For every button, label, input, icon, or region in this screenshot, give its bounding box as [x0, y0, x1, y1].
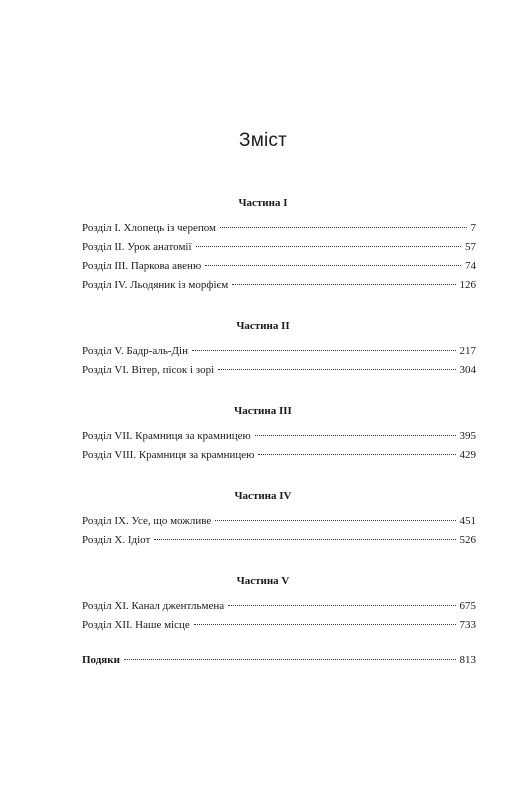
chapter-title: Розділ IX. Усе, що можливе: [82, 515, 212, 527]
page-number: 733: [459, 619, 476, 631]
page-number: 813: [459, 654, 476, 666]
part-heading: Частина V: [236, 575, 290, 587]
chapter-title: Розділ XI. Канал джентльмена: [82, 600, 225, 612]
chapter-title: Розділ VII. Крамниця за крамницею: [82, 430, 251, 442]
page-number: 126: [459, 279, 476, 291]
dot-leader: [196, 245, 461, 247]
dot-leader: [154, 538, 455, 540]
dot-leader: [255, 434, 456, 436]
page-number: 74: [465, 260, 476, 272]
page-title: Зміст: [239, 130, 287, 151]
toc-entry[interactable]: [82, 240, 476, 254]
toc-entry[interactable]: [82, 599, 476, 613]
toc-entry-acknowledgments[interactable]: [82, 653, 476, 667]
toc-entry[interactable]: [82, 363, 476, 377]
page-number: 57: [465, 241, 476, 253]
dot-leader: [194, 623, 456, 625]
acknowledgments-title: Подяки: [82, 654, 120, 666]
dot-leader: [192, 349, 456, 351]
toc-entry[interactable]: [82, 221, 476, 235]
part-heading: Частина IV: [234, 490, 292, 502]
toc-entry[interactable]: [82, 618, 476, 632]
chapter-title: Розділ VI. Вітер, пісок і зорі: [82, 364, 215, 376]
chapter-title: Розділ IV. Льодяник із морфієм: [82, 279, 229, 291]
toc-entry[interactable]: [82, 278, 476, 292]
dot-leader: [228, 604, 455, 606]
page-number: 304: [459, 364, 476, 376]
toc-entry[interactable]: [82, 429, 476, 443]
dot-leader: [124, 658, 456, 660]
page-number: 526: [459, 534, 476, 546]
toc-entry[interactable]: [82, 533, 476, 547]
toc-entry[interactable]: [82, 514, 476, 528]
dot-leader: [258, 453, 455, 455]
page-number: 429: [459, 449, 476, 461]
page-number: 451: [459, 515, 476, 527]
toc-entry[interactable]: [82, 259, 476, 273]
dot-leader: [205, 264, 461, 266]
dot-leader: [215, 519, 455, 521]
page-number: 675: [459, 600, 476, 612]
toc-entry[interactable]: [82, 448, 476, 462]
part-heading: Частина II: [236, 320, 290, 332]
page-number: 395: [459, 430, 476, 442]
chapter-title: Розділ III. Паркова авеню: [82, 260, 202, 272]
part-heading: Частина I: [238, 197, 288, 209]
page-number: 217: [459, 345, 476, 357]
dot-leader: [232, 283, 455, 285]
chapter-title: Розділ XII. Наше місце: [82, 619, 190, 631]
dot-leader: [220, 226, 467, 228]
chapter-title: Розділ V. Бадр-аль-Дін: [82, 345, 188, 357]
dot-leader: [218, 368, 455, 370]
chapter-title: Розділ VIII. Крамниця за крамницею: [82, 449, 255, 461]
chapter-title: Розділ X. Ідіот: [82, 534, 151, 546]
part-heading: Частина III: [234, 405, 292, 417]
chapter-title: Розділ II. Урок анатомії: [82, 241, 192, 253]
chapter-title: Розділ I. Хлопець із черепом: [82, 222, 216, 234]
page-number: 7: [470, 222, 476, 234]
toc-entry[interactable]: [82, 344, 476, 358]
